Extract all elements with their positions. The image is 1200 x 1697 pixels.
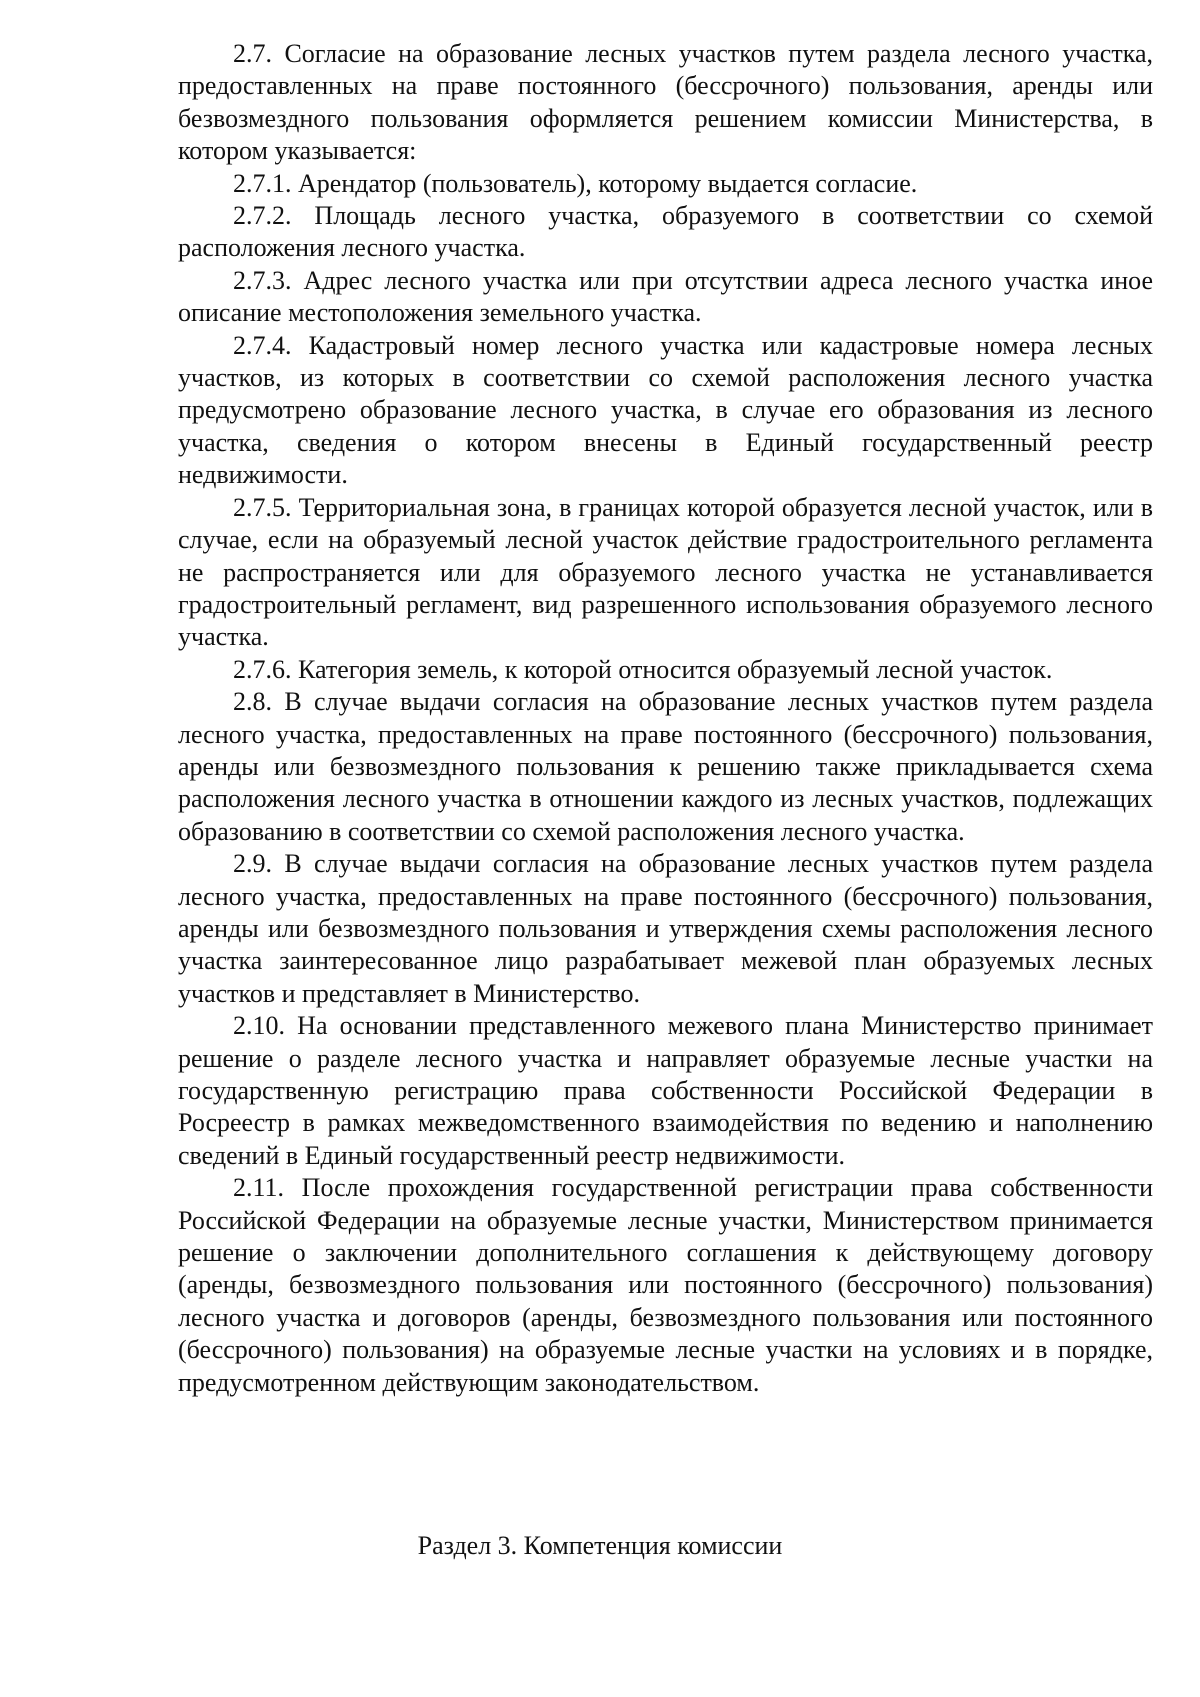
document-body [178,38,1153,1399]
paragraph-2-7-1: 2.7.1. Арендатор (пользователь), которому выдается согласие. [233,168,918,198]
paragraph-2-7-3: 2.7.3. Адрес лесного участка или при отсутствии адреса лесного участка иное описание местоположения земельного участка. [178,265,1153,328]
paragraph-2-7-5: 2.7.5. Территориальная зона, в границах которой образуется лесной участок, или в случае, если на образуемый лесной участок действие градостроительного регламента не распространяется или для образуемого лесного участка не устанавливается градостроительный регламент, вид разрешенного использования образуемого лесного участка. [178,492,1153,652]
section-heading: Раздел 3. Компетенция комиссии [417,1531,783,1560]
paragraph-2-9: 2.9. В случае выдачи согласия на образование лесных участков путем раздела лесного участка, предоставленных на праве постоянного (бессрочного) пользования, аренды или безвозмездного пользования и утверждения схемы расположения лесного участка заинтересованное лицо разрабатывает межевой план образуемых лесных участков и представляет в Министерство. [178,849,1153,1008]
paragraph-2-11: 2.11. После прохождения государственной регистрации права собственности Российской Федерации на образуемые лесные участки, Министерством принимается решение о заключении дополнительного соглашения к действующему договору (аренды, безвозмездного пользования или постоянного (бессрочного) пользования) лесного участка и договоров (аренды, безвозмездного пользования или постоянного (бессрочного) пользования) на образуемые лесные участки на условиях и в порядке, предусмотренном действующим законодательством. [178,1173,1153,1397]
paragraph-2-7: 2.7. Согласие на образование лесных участков путем раздела лесного участка, предоставленных на праве постоянного (бессрочного) пользования, аренды или безвозмездного пользования оформляется решением комиссии Министерства, в котором указывается: [178,39,1153,166]
paragraph-2-8: 2.8. В случае выдачи согласия на образование лесных участков путем раздела лесного участка, предоставленных на праве постоянного (бессрочного) пользования, аренды или безвозмездного пользования к решению также прикладывается схема расположения лесного участка в отношении каждого из лесных участков, подлежащих образованию в соответствии со схемой расположения лесного участка. [178,687,1153,846]
paragraph-2-7-2: 2.7.2. Площадь лесного участка, образуемого в соответствии со схемой расположения лесного участка. [178,201,1153,263]
paragraph-2-10: 2.10. На основании представленного межевого плана Министерство принимает решение о разделе лесного участка и направляет образуемые лесные участки на государственную регистрацию права собственности Российской Федерации в Росреестр в рамках межведомственного взаимодействия по ведению и наполнению сведений в Единый государственный реестр недвижимости. [178,1011,1153,1170]
paragraph-2-7-6: 2.7.6. Категория земель, к которой относится образуемый лесной участок. [233,654,1053,684]
paragraph-2-7-4: 2.7.4. Кадастровый номер лесного участка или кадастровые номера лесных участков, из которых в соответствии со схемой расположения лесного участка предусмотрено образование лесного участка, в случае его образования из лесного участка, сведения о котором внесены в Единый государственный реестр недвижимости. [178,330,1153,490]
